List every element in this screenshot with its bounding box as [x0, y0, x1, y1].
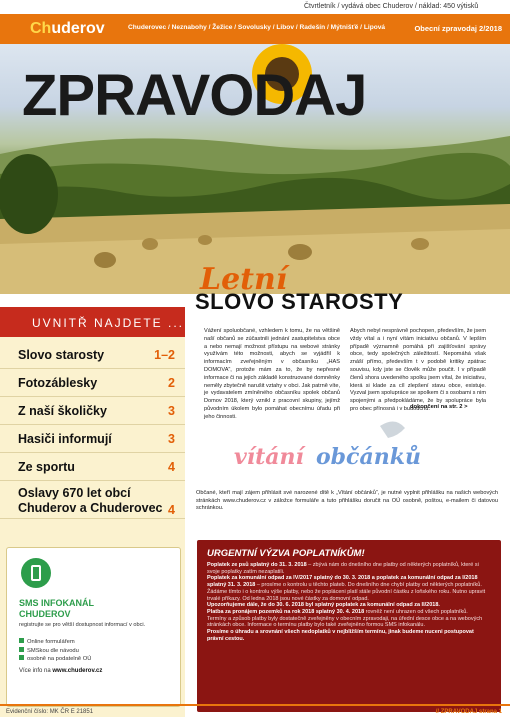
- registration-number: Evidenční číslo: MK ČR E 21851: [6, 709, 94, 715]
- sms-option-label: osobně na podatelně OÚ: [27, 656, 92, 662]
- contents-item[interactable]: [0, 341, 185, 369]
- contents-item-label: Hasiči informují: [18, 432, 112, 446]
- headline-title: SLOVO STAROSTY: [195, 289, 404, 314]
- contents-item-label: Z naší školičky: [18, 404, 107, 418]
- sms-option-label: SMSkou dle návodu: [27, 647, 79, 654]
- contents-item-label: Oslavy 670 let obcí Chuderov a Chuderovec: [18, 486, 163, 515]
- sms-description: registrujte se pro větší dostupnost informací v obci.: [19, 622, 146, 628]
- issue-label: Obecní zpravodaj 2/2018: [414, 24, 502, 33]
- brand-rest: uderov: [51, 20, 105, 37]
- sms-option: [19, 647, 91, 656]
- urgent-notice-box: [197, 540, 501, 712]
- urgent-text: rovněž není uhrazen od všech poplatníků.: [364, 608, 468, 615]
- urgent-body: [207, 562, 491, 642]
- continued-link[interactable]: dokončení na str. 2 >: [410, 404, 468, 410]
- bullet-icon: [19, 647, 24, 652]
- urgent-bold: Poplatek za komunální odpad za IV/2017 splatný do 30. 3. 2018 a poplatek za komunální odpad za I/2018 splatný 31. 3. 2018: [207, 575, 478, 589]
- page-footer: [0, 704, 510, 721]
- urgent-paragraph: [207, 629, 491, 642]
- urgent-bold: Prosíme o úhradu a srovnání všech nedoplatků v nejbližším termínu, jinak budeme nuceni postupovat právní cestou.: [207, 629, 474, 642]
- sms-web-prefix: Více info na: [19, 668, 51, 674]
- sms-option-label: Online formulářem: [27, 639, 75, 645]
- contents-heading: UVNITŘ NAJDETE ...: [0, 307, 185, 337]
- stork-icon: [380, 421, 405, 438]
- bullet-icon: [19, 638, 24, 643]
- contents-item-page: 4: [168, 460, 175, 474]
- brand-logo: [0, 14, 122, 44]
- villages-list: Chuderovec / Neznabohy / Žežice / Sovolusky / Libov / Radešín / Mýtnišťě / Lipová: [122, 14, 510, 44]
- urgent-title: URGENTNÍ VÝZVA POPLATNÍKŮM!: [207, 548, 365, 559]
- contents-item-page: 1–2: [154, 348, 175, 362]
- contents-item-page: 2: [168, 376, 175, 390]
- vitani-word: vítání: [234, 444, 304, 470]
- contents-item[interactable]: [0, 397, 185, 425]
- urgent-bold: Platba za pronájem pozemků na rok 2018 splatný 30. 4. 2018: [207, 608, 365, 615]
- contents-list: [0, 341, 185, 519]
- urgent-bold: Upozorňujeme dále, že do 30. 6. 2018 byl splatný poplatek za komunální odpad za II/2018.: [207, 602, 440, 609]
- urgent-paragraph: [207, 609, 491, 616]
- contents-item[interactable]: [0, 425, 185, 453]
- urgent-paragraph: [207, 575, 491, 602]
- vitani-obcanku-logo: [230, 416, 445, 486]
- urgent-paragraph: [207, 562, 491, 575]
- masthead-title: ZPRAVODAJ: [22, 63, 367, 128]
- contents-sidebar: [0, 307, 185, 717]
- contents-item[interactable]: [0, 369, 185, 397]
- headline-kicker: Letní: [200, 262, 288, 297]
- urgent-text: – zbývá nám do dnešního dne platby od některých poplatníků, které si svoje poplatky zatím nezaplatili.: [207, 562, 479, 575]
- brand-prefix: Ch: [30, 20, 52, 37]
- phone-icon: [21, 558, 51, 588]
- sms-infochannel-box: [6, 547, 181, 707]
- sms-web-link[interactable]: www.chuderov.cz: [52, 668, 103, 674]
- obcanku-word: občánků: [316, 444, 421, 470]
- urgent-bold: Poplatek ze psů splatný do 31. 3. 2018: [207, 562, 307, 568]
- contents-item-page: 3: [168, 432, 175, 446]
- sms-title-line1: SMS INFOKANÁL: [19, 598, 94, 608]
- sms-title-line2: CHUDEROV: [19, 609, 71, 619]
- sms-option: [19, 655, 91, 664]
- urgent-paragraph: Termíny a způsob platby byly dostatečně zveřejněny v obecním zpravodaji, na úřední desce obce a na webových stránkách obce. Informace o termínu platby bylo také zveřejněno formou SMS infokanálu.: [207, 615, 483, 629]
- sms-title: [19, 598, 94, 620]
- page-number: // ZPRAVODAJ strana 1: [435, 709, 502, 715]
- urgent-paragraph: [207, 602, 491, 609]
- urgent-text: – prosíme o kontrolu u těchto plateb. Do dnešního dne chybí platby od některých poplatníků. Žádáme tímto i o kontrolu výše platby, nebo že popláceni platí stále původní částku z loňského roku. Nutno upravit trvalé příkazy. Od ledna 2018 jsou nové částky za domovní odpad.: [207, 582, 486, 602]
- article-column-2: Abych nebyl nesprávně pochopen, především, že jsem vždy vítal a i nyní vítám iniciativu občanů. V lepším případě významně pomáhá při zajišťování správy obce, tedy společných záležitostí. Nepomáhá však znáší přímo, především t v podobě kritiky zpátrac souvisu, kdy jste se člověk může poučit. I v případě členů shora uvedeného spolku jsem vítal, že iniciativu, která si klade za cíl zlepšení stavu obce, existuje. Vyzval jsem spolupráce se spolkem či s osobami s nim spojenými a předpokládáme, že by spolupráce byla pro obec přínosná i v budoucnu.: [350, 328, 486, 412]
- publisher-info: Čtvrtletník / vydává obec Chuderov / náklad: 450 výtisků: [304, 3, 479, 10]
- sms-web: [19, 668, 102, 674]
- contents-item-page: 4: [168, 503, 175, 517]
- article-column-1: Vážení spoluobčané, vzhledem k tomu, že na většině naší občanů se zúčastnili jednání zastupitelstva obce a nebo nemají možnost přístupu na webové stránky využívám této možnosti, abych se vyjádřil k informacím zveřejněným v občasníku „HAS DOMOVA“, protože mám za to, že by nepřesné informace či na jejich základě konstruované domněnky neměly zbytečně narušit vztahy v obci. Jak patrně víte, je vydavatelem zmíněného občasníku spolek občanů Domov 2018, který vznikl z pracovní skupiny, jejímž původním úkolem bylo pomáhat obecnímu úřadu při jeho činnosti.: [204, 328, 340, 420]
- contents-item-page: 3: [168, 404, 175, 418]
- vitani-text: Občané, kteří mají zájem přihlásit své narozené dítě k „Vítání občánků“, je nutné vyplnit přihlášku na našich webových stránkách www.chuderov.cz v záložce formuláře a tuto přihlášku doručit na OÚ osobně, poštou, e-mailem či datovou schránkou.: [196, 490, 498, 512]
- sms-option: [19, 638, 91, 647]
- sms-options: [19, 638, 91, 664]
- contents-item[interactable]: [0, 481, 185, 519]
- contents-item-label: Fotozáblesky: [18, 376, 98, 390]
- contents-item-label: Slovo starosty: [18, 348, 105, 362]
- bullet-icon: [19, 655, 24, 660]
- contents-item-label: Ze sportu: [18, 460, 75, 474]
- contents-item[interactable]: [0, 453, 185, 481]
